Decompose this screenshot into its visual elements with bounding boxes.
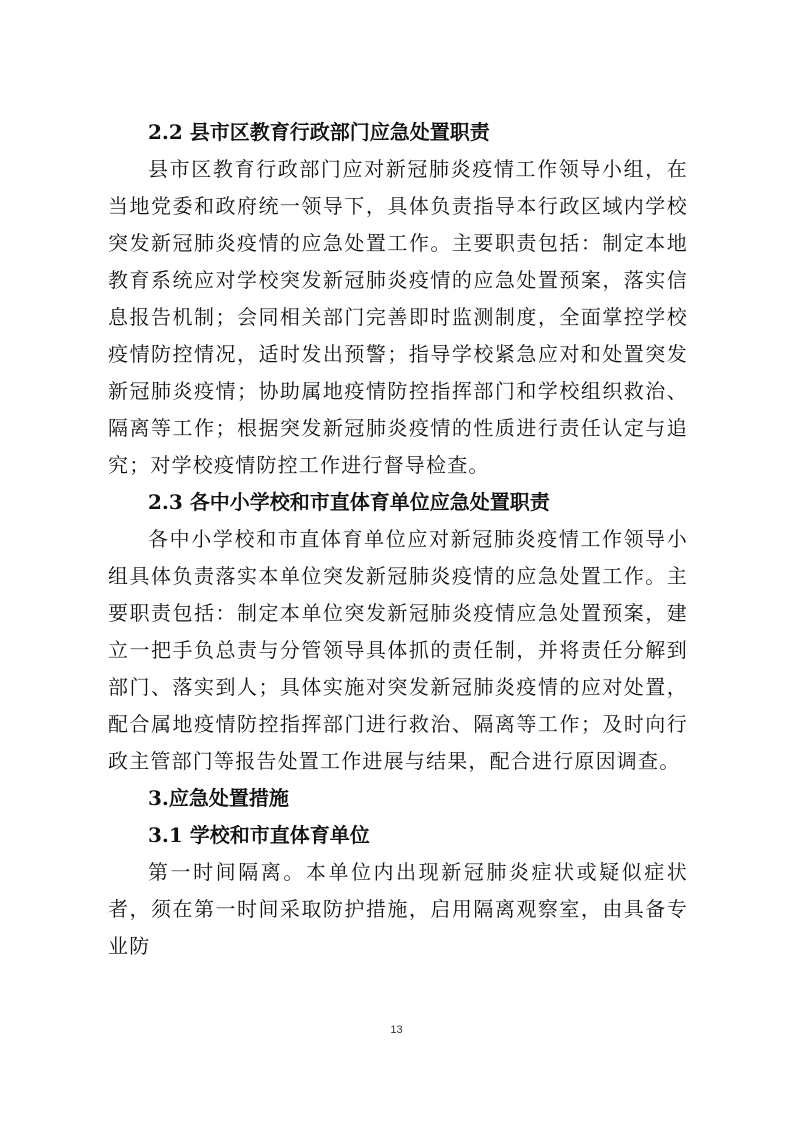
section-paragraph-2-2: 县市区教育行政部门应对新冠肺炎疫情工作领导小组，在当地党委和政府统一领导下，具体负责指导本行政区域内学校突发新冠肺炎疫情的应急处置工作。主要职责包括：制定本地教育系统应对学校突发新冠肺炎疫情的应急处置预案，落实信息报告机制；会同相关部门完善即时监测制度，全面掌控学校疫情防控情况，适时发出预警；指导学校紧急应对和处置突发新冠肺炎疫情；协助属地疫情防控指挥部门和学校组织救治、隔离等工作；根据突发新冠肺炎疫情的性质进行责任认定与追究；对学校疫情防控工作进行督导检查。 [108, 157, 688, 477]
section-paragraph-3-1: 第一时间隔离。本单位内出现新冠肺炎症状或疑似症状者，须在第一时间采取防护措施，启用隔离观察室，由具备专业防 [108, 860, 688, 958]
section-heading-2-2: 2.2 县市区教育行政部门应急处置职责 [148, 120, 490, 144]
section-heading-3-1: 3.1 学校和市直体育单位 [148, 823, 370, 847]
section-paragraph-2-3: 各中小学校和市直体育单位应对新冠肺炎疫情工作领导小组具体负责落实本单位突发新冠肺炎疫情的应急处置工作。主要职责包括：制定本单位突发新冠肺炎疫情应急处置预案，建立一把手负总责与分管领导具体抓的责任制，并将责任分解到部门、落实到人；具体实施对突发新冠肺炎疫情的应对处置，配合属地疫情防控指挥部门进行救治、隔离等工作；及时向行政主管部门等报告处置工作进展与结果，配合进行原因调查。 [108, 527, 688, 773]
document-body [108, 114, 688, 965]
page-number: 13 [390, 1024, 403, 1036]
section-heading-3: 3.应急处置措施 [148, 786, 289, 810]
section-heading-2-3: 2.3 各中小学校和市直体育单位应急处置职责 [148, 490, 550, 514]
